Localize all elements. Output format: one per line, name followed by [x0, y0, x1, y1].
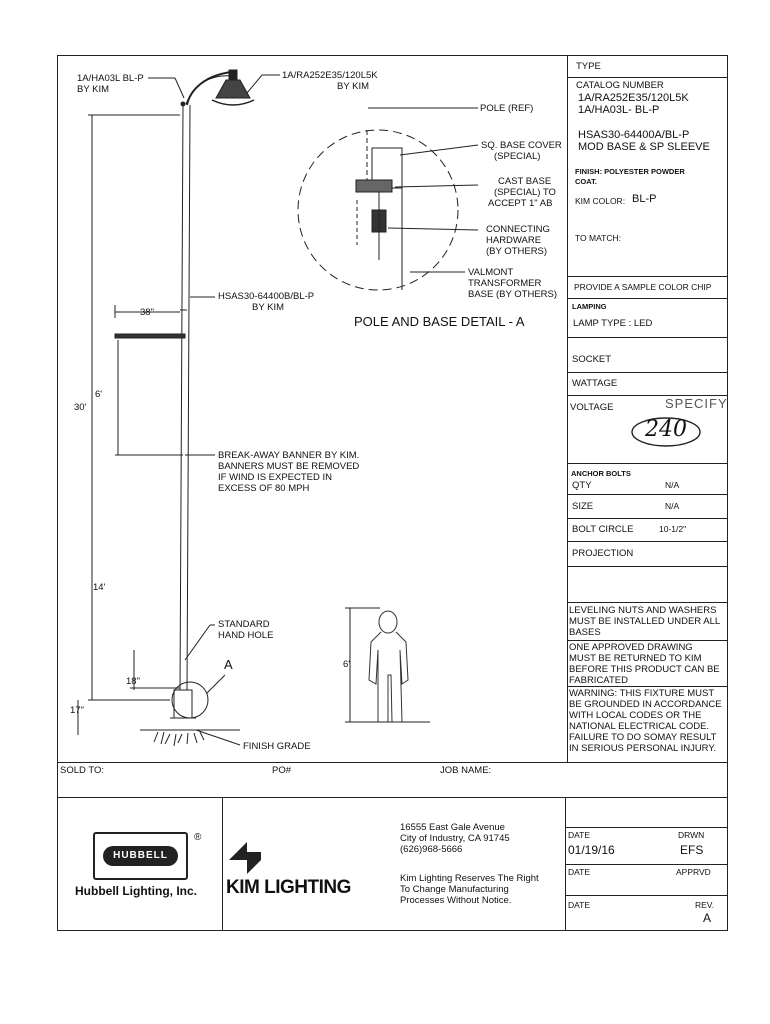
dim-hand-hole: 18" — [126, 676, 140, 687]
warning-note-3: WITH LOCAL CODES OR THE — [569, 710, 702, 721]
dim-overall: 30' — [74, 402, 87, 413]
pole-base — [174, 690, 192, 718]
pole-left-edge — [180, 105, 183, 690]
lamping-header: LAMPING — [572, 302, 607, 311]
date-label: DATE — [568, 830, 591, 840]
leveling-note-3: BASES — [569, 627, 601, 638]
hand-hole-label-1: STANDARD — [218, 619, 270, 630]
apprvd-label: APPRVD — [676, 867, 711, 877]
sold-to-label: SOLD TO: — [60, 765, 104, 776]
rev-label: REV. — [695, 900, 715, 910]
luminaire-label-2: BY KIM — [337, 81, 370, 92]
pole-value-1: HSAS30-64400A/BL-P — [578, 129, 690, 141]
hubbell-badge: HUBBELL — [103, 846, 178, 866]
address-line-2: City of Industry, CA 91745 — [400, 833, 510, 844]
warning-note-4: NATIONAL ELECTRICAL CODE. — [569, 721, 710, 732]
pole-label-1: HSAS30-64400B/BL-P — [218, 291, 315, 302]
catalog-value-2: 1A/HA03L- BL-P — [578, 104, 660, 116]
kim-color-value: BL-P — [632, 193, 657, 205]
wattage-label: WATTAGE — [572, 378, 618, 389]
hand-hole-label-2: HAND HOLE — [218, 630, 274, 641]
date2-label: DATE — [568, 867, 591, 877]
po-label: PO# — [272, 765, 292, 776]
date3-label: DATE — [568, 900, 591, 910]
size-label: SIZE — [572, 501, 594, 512]
sample-chip-label: PROVIDE A SAMPLE COLOR CHIP — [574, 282, 712, 292]
reserve-line-2: To Change Manufacturing — [400, 884, 509, 895]
banner-note-2: BANNERS MUST BE REMOVED — [218, 461, 360, 472]
pole-ref-label: POLE (REF) — [480, 103, 534, 114]
warning-note-6: IN SERIOUS PERSONAL INJURY. — [569, 743, 717, 754]
approval-note-1: ONE APPROVED DRAWING — [569, 642, 693, 653]
finish-line-2: COAT. — [575, 177, 597, 186]
type-label: TYPE — [576, 61, 601, 72]
leveling-note-2: MUST BE INSTALLED UNDER ALL — [569, 616, 721, 627]
catalog-label: CATALOG NUMBER — [576, 80, 664, 91]
catalog-value-1: 1A/RA252E35/120L5K — [578, 92, 689, 104]
hubbell-logo — [93, 832, 188, 880]
approval-note-3: BEFORE THIS PRODUCT CAN BE — [569, 664, 720, 675]
voltage-stamp: SPECIFY — [665, 396, 728, 411]
bolt-circle-value: 10-1/2" — [659, 524, 687, 534]
voltage-handwritten: 240 — [645, 417, 687, 442]
cast-base-label-2: (SPECIAL) TO — [494, 187, 556, 198]
transformer-label-2: TRANSFORMER — [468, 278, 542, 289]
drwn-value: EFS — [680, 843, 704, 857]
dim-mid: 14' — [93, 582, 106, 593]
banner-note-3: IF WIND IS EXPECTED IN — [218, 472, 333, 483]
lamp-type-label: LAMP TYPE : LED — [573, 318, 653, 329]
to-match-label: TO MATCH: — [575, 233, 621, 243]
pole-value-2: MOD BASE & SP SLEEVE — [578, 141, 710, 153]
detail-callout: A — [224, 657, 233, 672]
dim-arm: 38" — [140, 307, 154, 318]
detail-interior — [356, 130, 402, 290]
finish-grade-label: FINISH GRADE — [243, 741, 311, 752]
size-value: N/A — [665, 501, 680, 511]
hubbell-company-name: Hubbell Lighting, Inc. — [75, 884, 197, 898]
hubbell-registered-mark: ® — [194, 832, 202, 843]
reserve-line-3: Processes Without Notice. — [400, 895, 512, 906]
detail-title: POLE AND BASE DETAIL - A — [354, 314, 525, 329]
anchor-bolts-header: ANCHOR BOLTS — [571, 469, 631, 478]
rev-value: A — [703, 911, 712, 925]
banner-arm — [115, 334, 185, 338]
hardware-label-1: CONNECTING — [486, 224, 550, 235]
voltage-label: VOLTAGE — [570, 402, 614, 413]
luminaire-label-1: 1A/RA252E35/120L5K — [282, 70, 378, 81]
person-figure — [369, 611, 408, 722]
socket-label: SOCKET — [572, 354, 612, 365]
qty-label: QTY — [572, 480, 592, 491]
base-cover-label-2: (SPECIAL) — [494, 151, 541, 162]
address-line-1: 16555 East Gale Avenue — [400, 822, 505, 833]
pole-right-edge — [187, 105, 190, 690]
leveling-note-1: LEVELING NUTS AND WASHERS — [569, 605, 717, 616]
fixture-label-1: 1A/HA03L BL-P — [77, 73, 144, 84]
kim-logo-mark — [225, 838, 265, 878]
warning-note-2: BE GROUNDED IN ACCORDANCE — [569, 699, 722, 710]
dim-top: 6' — [95, 389, 103, 400]
address-line-3: (626)968-5666 — [400, 844, 463, 855]
warning-note-1: WARNING: THIS FIXTURE MUST — [569, 688, 715, 699]
reserve-line-1: Kim Lighting Reserves The Right — [400, 873, 539, 884]
kim-company-name: KIM LIGHTING — [226, 877, 351, 898]
approval-note-2: MUST BE RETURNED TO KIM — [569, 653, 702, 664]
pole-label-2: BY KIM — [252, 302, 285, 313]
transformer-label-1: VALMONT — [468, 267, 514, 278]
projection-label: PROJECTION — [572, 548, 634, 559]
detail-a-circle — [172, 682, 208, 718]
kim-color-label: KIM COLOR: — [575, 196, 626, 206]
hardware-label-3: (BY OTHERS) — [486, 246, 548, 257]
finish-line-1: FINISH: POLYESTER POWDER — [575, 167, 685, 176]
drwn-label: DRWN — [678, 830, 705, 840]
qty-value: N/A — [665, 480, 680, 490]
job-name-label: JOB NAME: — [440, 765, 492, 776]
bolt-circle-label: BOLT CIRCLE — [572, 524, 634, 535]
transformer-label-3: BASE (BY OTHERS) — [468, 289, 558, 300]
date-value: 01/19/16 — [568, 843, 615, 857]
dim-person: 6' — [343, 659, 351, 670]
cast-base-label-1: CAST BASE — [498, 176, 552, 187]
cast-base-label-3: ACCEPT 1" AB — [488, 198, 553, 209]
dim-base: 17" — [70, 705, 84, 716]
luminaire-shape — [216, 80, 250, 98]
banner-note-4: EXCESS OF 80 MPH — [218, 483, 310, 494]
approval-note-4: FABRICATED — [569, 675, 628, 686]
base-cover-label-1: SQ. BASE COVER — [481, 140, 562, 151]
banner-note-1: BREAK-AWAY BANNER BY KIM. — [218, 450, 360, 461]
fixture-label-2: BY KIM — [77, 84, 110, 95]
hardware-label-2: HARDWARE — [486, 235, 542, 246]
warning-note-5: FAILURE TO DO SOMAY RESULT — [569, 732, 717, 743]
